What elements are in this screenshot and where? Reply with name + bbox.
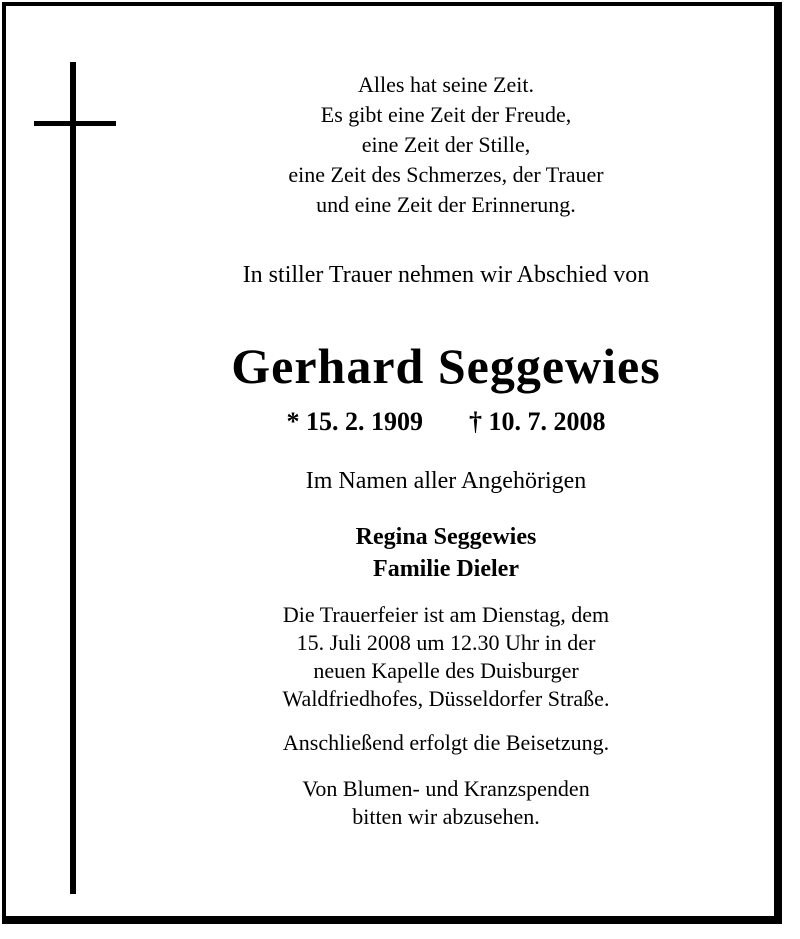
death-date: † 10. 7. 2008 — [469, 407, 606, 436]
farewell-intro: In stiller Trauer nehmen wir Abschied von — [242, 262, 650, 288]
ceremony-line: neuen Kapelle des Duisburger — [313, 658, 579, 683]
family-intro: Im Namen aller Angehörigen — [305, 468, 587, 494]
ceremony-line: Waldfriedhofes, Düsseldorfer Straße. — [282, 686, 610, 711]
poem — [150, 70, 742, 220]
cross-vertical-bar — [70, 62, 76, 894]
birth-date: * 15. 2. 1909 — [286, 407, 423, 436]
flowers-request — [150, 775, 742, 831]
ceremony-line: Die Trauerfeier ist am Dienstag, dem — [282, 602, 610, 627]
cross-horizontal-bar — [34, 121, 116, 126]
flowers-line: bitten wir abzusehen. — [352, 804, 540, 829]
family-member: Familie Dieler — [373, 556, 519, 582]
poem-line: Es gibt eine Zeit der Freude, — [320, 102, 572, 127]
flowers-line: Von Blumen- und Kranzspenden — [302, 776, 590, 801]
life-dates — [150, 406, 742, 438]
ceremony-line: 15. Juli 2008 um 12.30 Uhr in der — [296, 630, 596, 655]
poem-line: und eine Zeit der Erinnerung. — [316, 192, 576, 217]
ceremony-info — [150, 601, 742, 713]
family-names — [150, 521, 742, 585]
poem-line: Alles hat seine Zeit. — [358, 72, 534, 97]
poem-line: eine Zeit der Stille, — [361, 132, 531, 157]
burial-info: Anschließend erfolgt die Beisetzung. — [282, 730, 610, 755]
poem-line: eine Zeit des Schmerzes, der Trauer — [288, 162, 604, 187]
deceased-name: Gerhard Seggewies — [231, 338, 661, 394]
obituary-text — [150, 70, 742, 831]
family-member: Regina Seggewies — [355, 524, 537, 550]
